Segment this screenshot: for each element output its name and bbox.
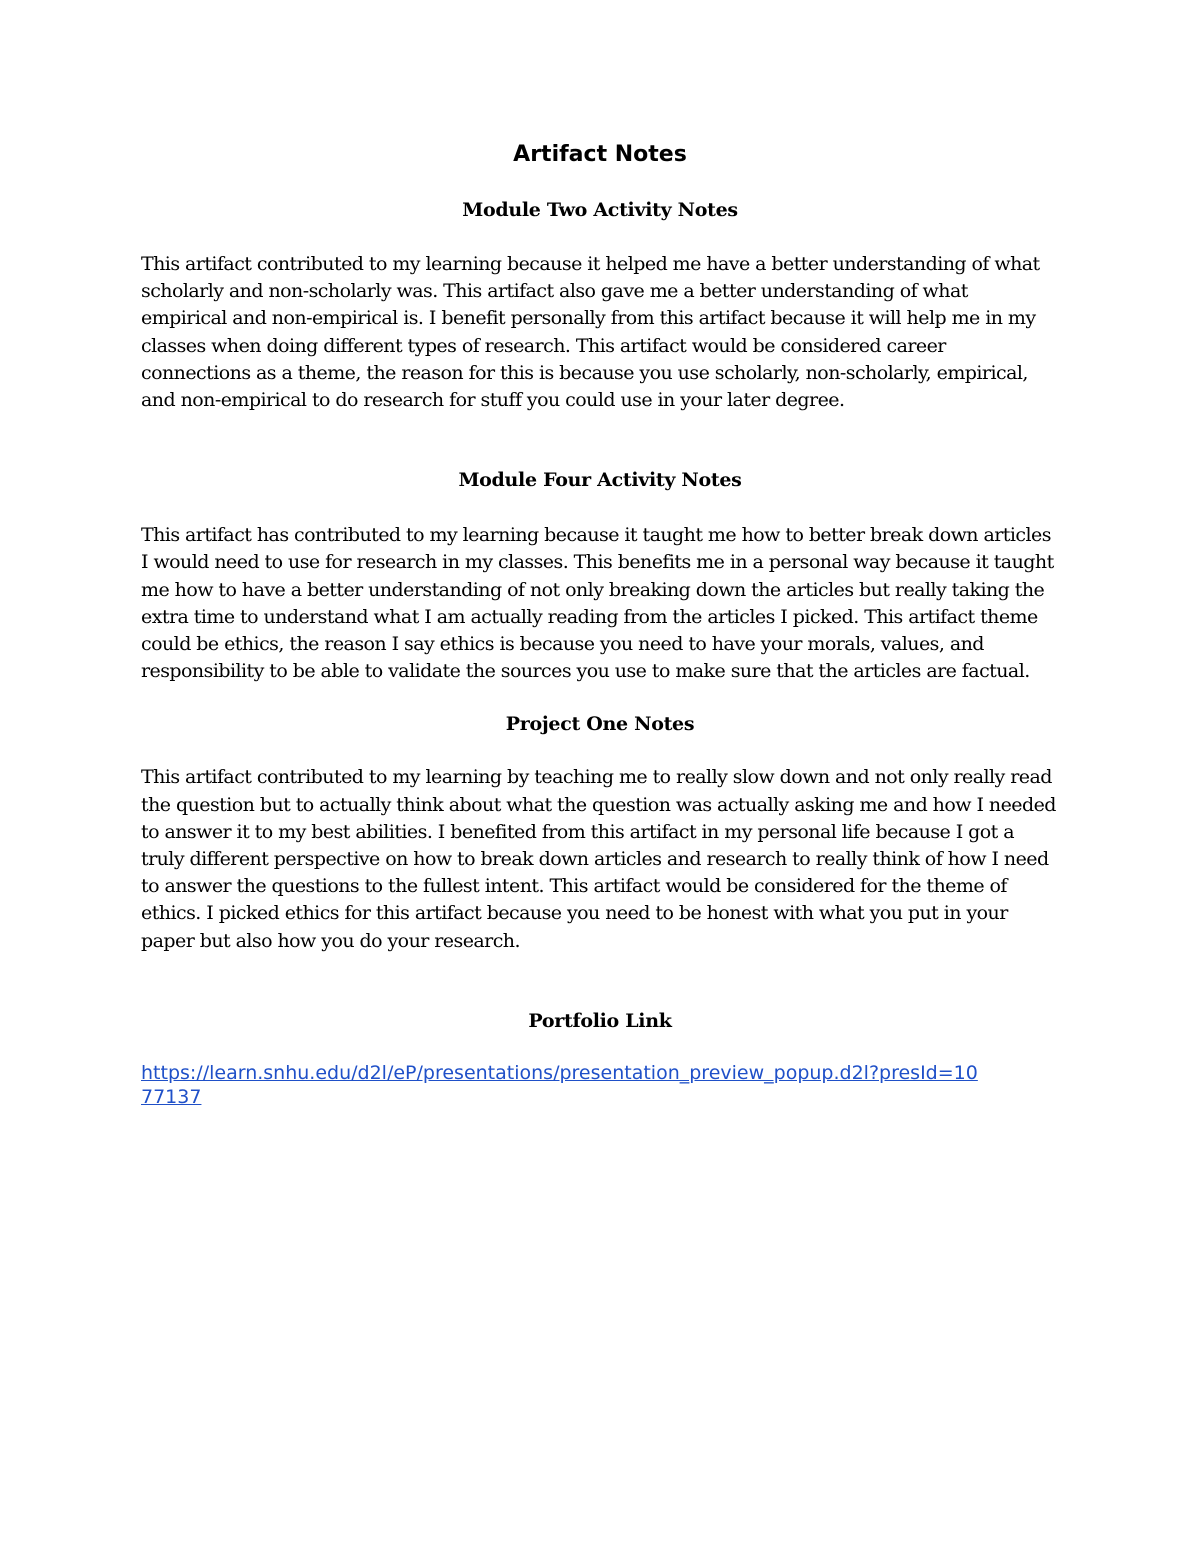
document-content — [141, 140, 1059, 1109]
section-body-module-four: This artifact has contributed to my learning because it taught me how to better break down articles I would need to use for research in my classes. This benefits me in a personal way because it taught me how to have a better understanding of not only breaking down the articles but really taking the extra time to understand what I am actually reading from the articles I picked. This artifact theme could be ethics, the reason I say ethics is because you need to have your morals, values, and responsibility to be able to validate the sources you use to make sure that the articles are factual. — [141, 524, 1054, 683]
section-heading-module-four: Module Four Activity Notes — [458, 469, 742, 492]
section-body-project-one: This artifact contributed to my learning by teaching me to really slow down and not only really read the question but to actually think about what the question was actually asking me and how I needed to answer it to my best abilities. I benefited from this artifact in my personal life because I got a truly different perspective on how to break down articles and research to really think of how I need to answer the questions to the fullest intent. This artifact would be considered for the theme of ethics. I picked ethics for this artifact because you need to be honest with what you put in your paper but also how you do your research. — [141, 766, 1056, 952]
section-heading-project-one: Project One Notes — [505, 713, 695, 736]
section-body-module-two: This artifact contributed to my learning because it helped me have a better understanding of what scholarly and non-scholarly was. This artifact also gave me a better understanding of what empirical and non-empirical is. I benefit personally from this artifact because it will help me in my classes when doing different types of research. This artifact would be considered career connections as a theme, the reason for this is because you use scholarly, non-scholarly, empirical, and non-empirical to do research for stuff you could use in your later degree. — [141, 253, 1040, 412]
document-title: Artifact Notes — [513, 142, 687, 167]
portfolio-link[interactable]: https://learn.snhu.edu/d2l/eP/presentations/presentation_preview_popup.d2l?presId=1077137 — [141, 1061, 978, 1108]
section-heading-module-two: Module Two Activity Notes — [462, 199, 738, 221]
section-heading-portfolio-link: Portfolio Link — [528, 1009, 672, 1032]
